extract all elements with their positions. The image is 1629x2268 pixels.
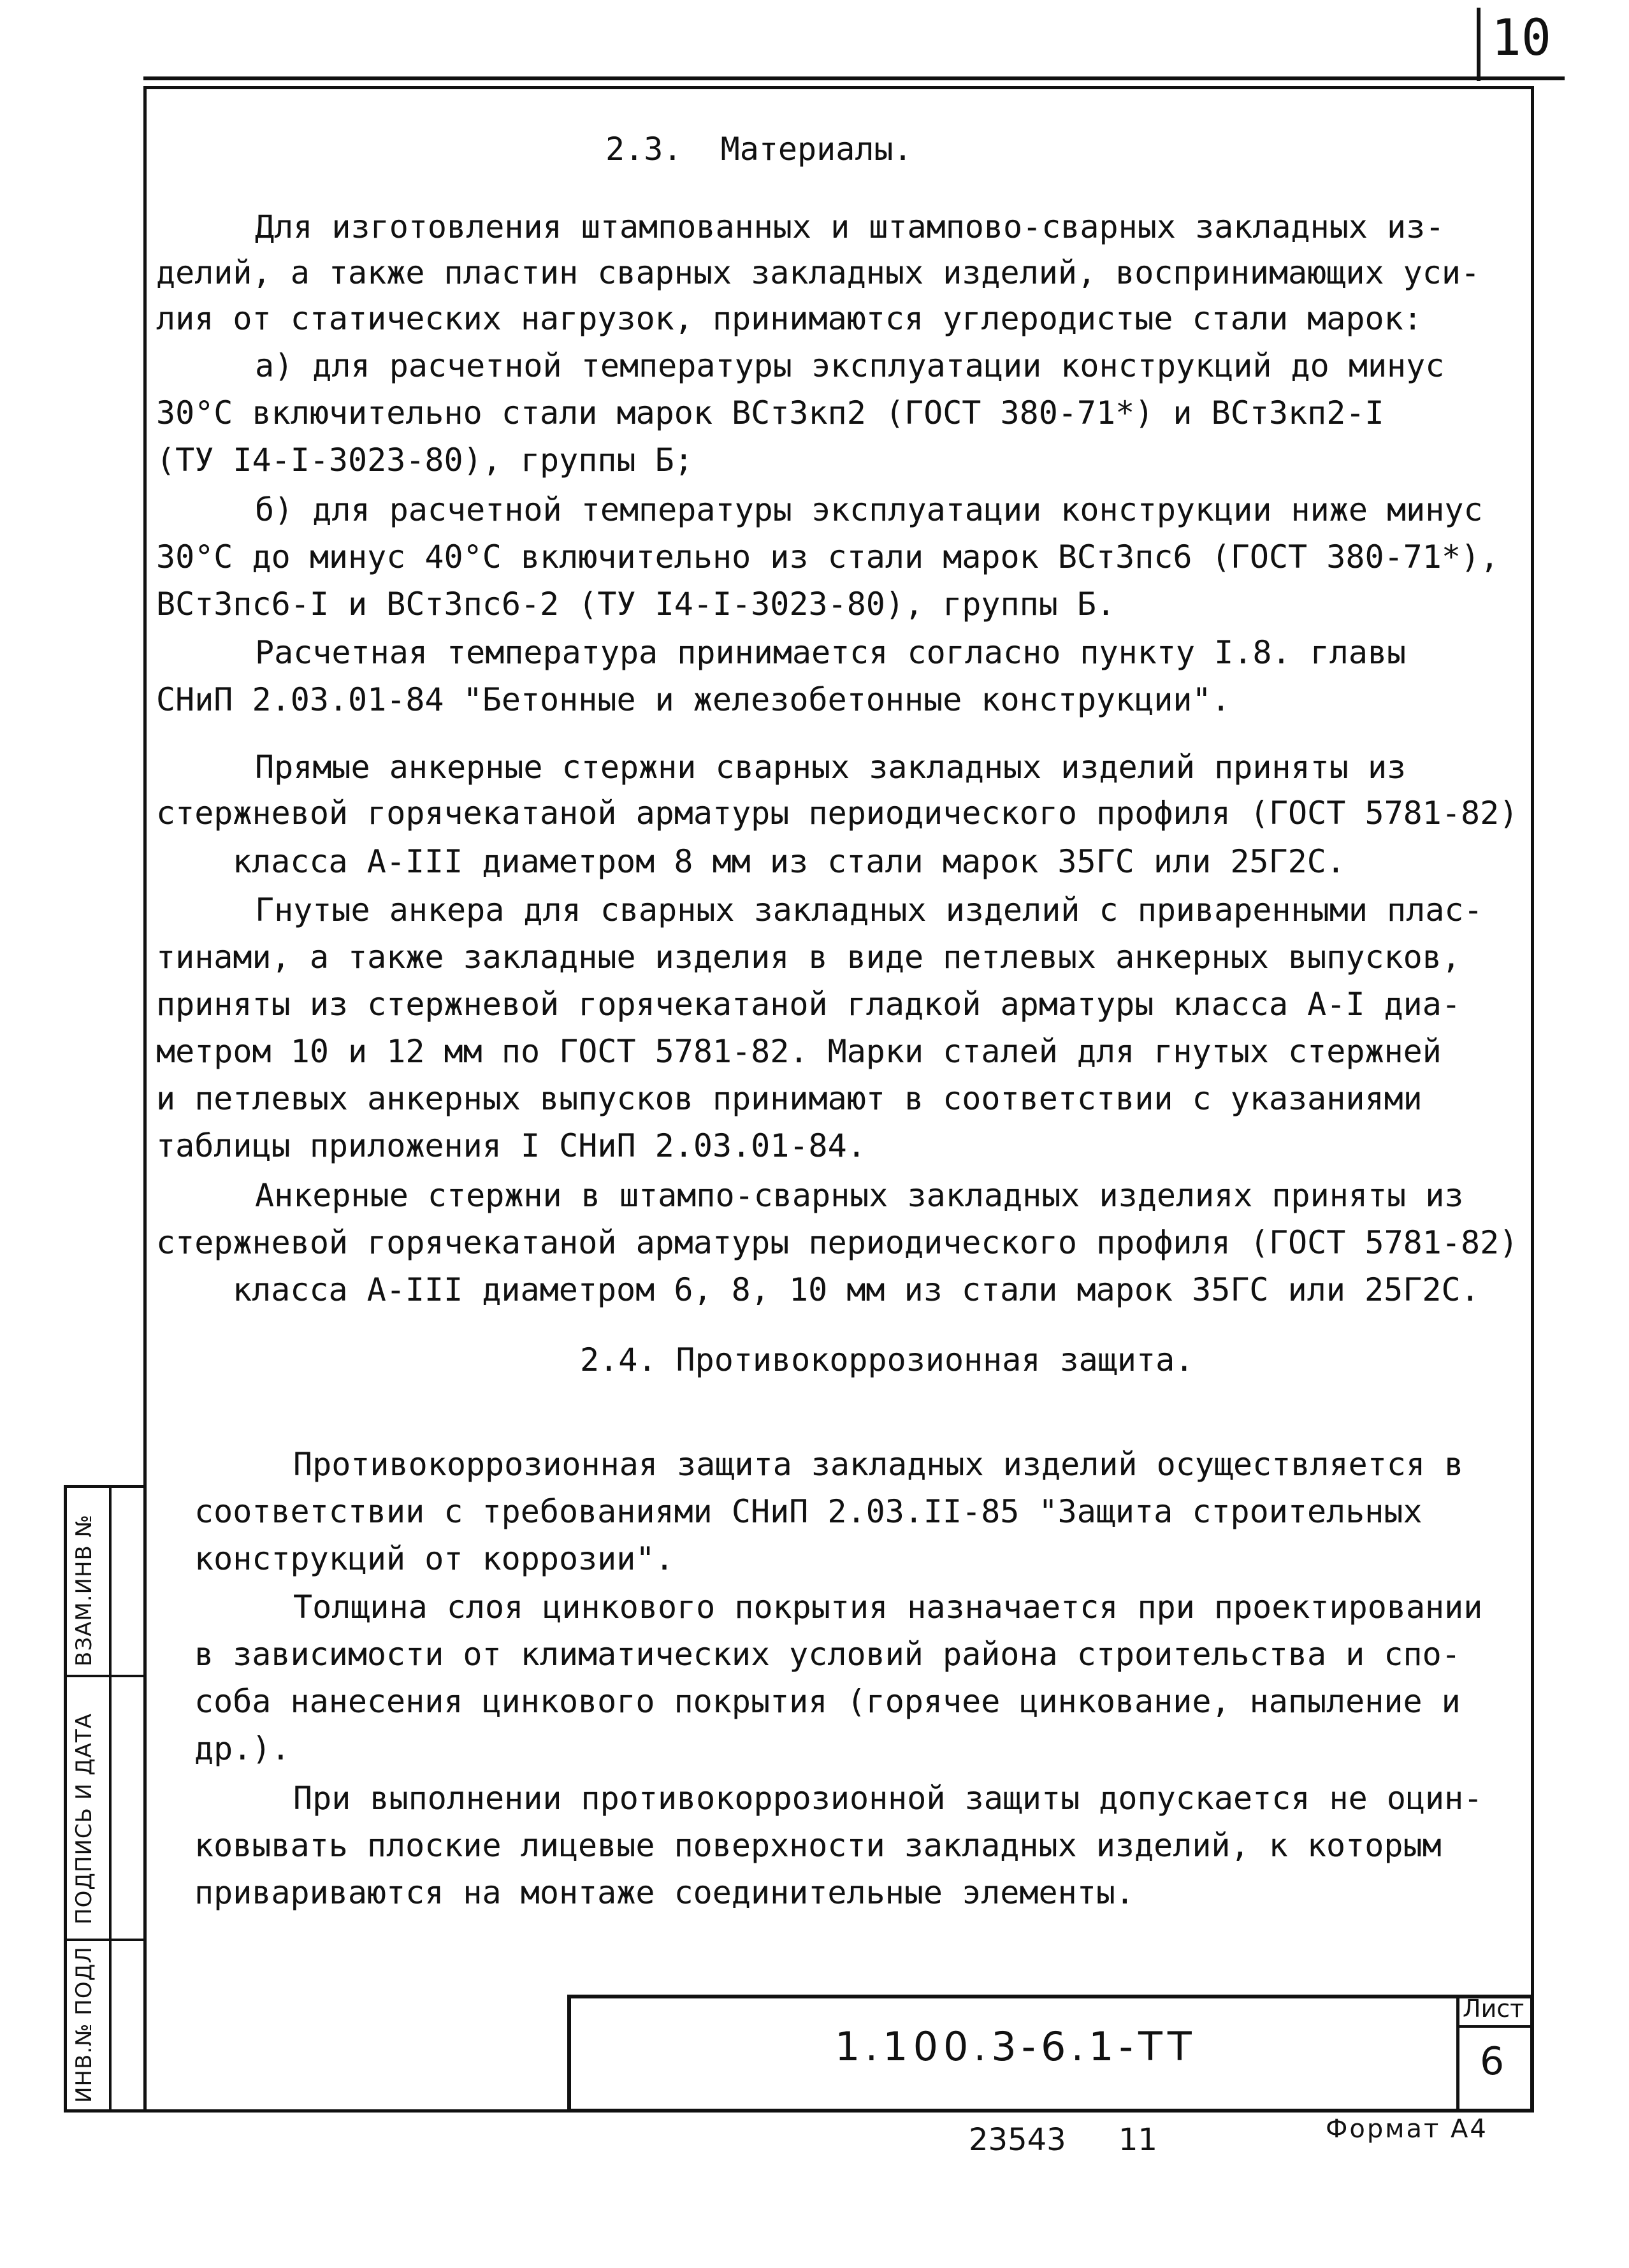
text-line: Гнутые анкера для сварных закладных изделий с приваренными плас- — [255, 892, 1483, 928]
text-line: соба нанесения цинкового покрытия (горячее цинкование, напыление и — [194, 1683, 1461, 1720]
text-line: приняты из стержневой горячекатаной гладкой арматуры класса А-I диа- — [156, 986, 1461, 1023]
sheet-box-divider — [1456, 2025, 1534, 2028]
document-code: 1.100.3-6.1-ТТ — [835, 2023, 1197, 2070]
inventory-number: 23543 — [969, 2122, 1066, 2158]
text-line: ковывать плоские лицевые поверхности закладных изделий, к которым — [194, 1827, 1442, 1864]
text-line: делий, а также пластин сварных закладных изделий, воспринимающих уси- — [156, 254, 1481, 291]
side-label-signature-date: ПОДПИСЬ И ДАТА — [71, 1713, 97, 1925]
text-line: соответствии с требованиями СНиП 2.03.II-85 "Защита строительных — [194, 1493, 1423, 1530]
text-line: б) для расчетной температуры эксплуатации конструкции ниже минус — [255, 491, 1483, 528]
section-heading-anticorrosion: 2.4. Противокоррозионная защита. — [580, 1341, 1194, 1378]
page-number-rule — [1477, 8, 1481, 81]
side-label-original-inv: ИНВ.№ ПОДЛ — [71, 1946, 97, 2103]
text-line: ВСт3пс6-I и ВСт3пс6-2 (ТУ I4-I-3023-80), группы Б. — [156, 586, 1116, 623]
text-line: и петлевых анкерных выпусков принимают в соответствии с указаниями — [156, 1080, 1423, 1117]
text-line: класса А-III диаметром 8 мм из стали марок 35ГС или 25Г2С. — [233, 843, 1345, 880]
text-line: в зависимости от климатических условий района строительства и спо- — [194, 1636, 1461, 1673]
text-line: лия от статических нагрузок, принимаются углеродистые стали марок: — [156, 300, 1423, 337]
text-line: таблицы приложения I СНиП 2.03.01-84. — [156, 1127, 866, 1164]
text-line: а) для расчетной температуры эксплуатации конструкций до минус — [255, 347, 1445, 384]
text-line: тинами, а также закладные изделия в виде петлевых анкерных выпусков, — [156, 939, 1461, 976]
text-line: др.). — [194, 1730, 291, 1767]
text-line: Прямые анкерные стержни сварных закладных изделий приняты из — [255, 749, 1407, 786]
text-line: привариваются на монтаже соединительные элементы. — [194, 1874, 1135, 1911]
text-line: стержневой горячекатаной арматуры периодического профиля (ГОСТ 5781-82) — [156, 1224, 1519, 1261]
text-line: Для изготовления штампованных и штампово-сварных закладных из- — [255, 208, 1445, 245]
text-line: 30°С до минус 40°С включительно из стали марок ВСт3пс6 (ГОСТ 380-71*), — [156, 538, 1500, 575]
text-line: СНиП 2.03.01-84 "Бетонные и железобетонные конструкции". — [156, 681, 1231, 718]
text-line: конструкций от коррозии". — [194, 1540, 674, 1577]
text-line: Противокоррозионная защита закладных изделий осуществляется в — [293, 1446, 1464, 1483]
side-label-replaced-inv: ВЗАМ.ИНВ № — [71, 1513, 97, 1666]
text-line: метром 10 и 12 мм по ГОСТ 5781-82. Марки сталей для гнутых стержней — [156, 1033, 1442, 1070]
side-stamp-divider — [64, 1939, 147, 1941]
page-number: 10 — [1491, 10, 1551, 67]
sheet-label: Лист — [1463, 1995, 1524, 2023]
section-heading-materials: 2.3. Материалы. — [605, 131, 913, 168]
sheet-number: 6 — [1480, 2039, 1505, 2084]
text-line: 30°С включительно стали марок ВСт3кп2 (ГОСТ 380-71*) и ВСт3кп2-I — [156, 394, 1384, 431]
text-line: Толщина слоя цинкового покрытия назначается при проектировании — [293, 1589, 1483, 1626]
text-line: При выполнении противокоррозионной защиты допускается не оцин- — [293, 1780, 1483, 1817]
paper-format: Формат А4 — [1326, 2114, 1488, 2144]
text-line: (ТУ I4-I-3023-80), группы Б; — [156, 442, 693, 479]
text-line: класса А-III диаметром 6, 8, 10 мм из стали марок 35ГС или 25Г2С. — [233, 1271, 1480, 1308]
text-line: Расчетная температура принимается согласно пункту I.8. главы — [255, 634, 1407, 671]
top-rule — [143, 76, 1565, 80]
text-line: Анкерные стержни в штампо-сварных закладных изделиях приняты из — [255, 1177, 1464, 1214]
text-line: стержневой горячекатаной арматуры периодического профиля (ГОСТ 5781-82) — [156, 795, 1519, 832]
side-stamp-divider — [64, 1675, 147, 1677]
footer-mark: 11 — [1119, 2122, 1158, 2158]
